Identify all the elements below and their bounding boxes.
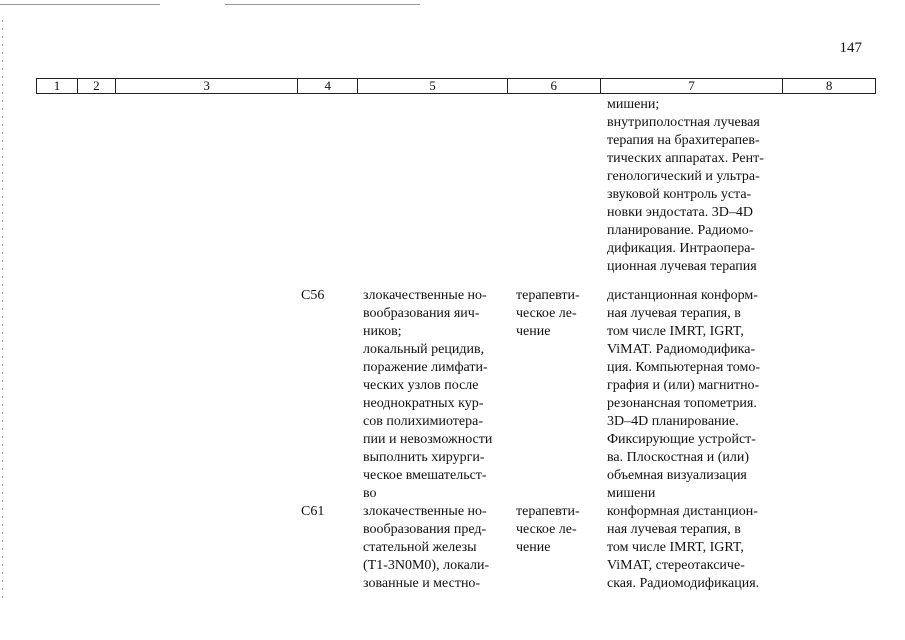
scan-margin-dots xyxy=(2,20,3,600)
header-col-2: 2 xyxy=(77,79,115,93)
scan-rule-left xyxy=(0,4,160,5)
row-c61-col7: конформная дистанцион- ная лучевая терапия, в том числе IMRT, IGRT, ViMAT, стереотаксиче- ская. Радиомодификация. xyxy=(607,504,760,591)
scan-rule-right xyxy=(225,4,420,5)
table-header-row xyxy=(36,78,876,94)
row-c61-col6: терапевти- ческое ле- чение xyxy=(516,504,580,555)
header-col-3: 3 xyxy=(115,79,298,93)
header-col-7: 7 xyxy=(600,79,783,93)
header-col-8: 8 xyxy=(782,79,875,93)
row-c56-col7: дистанционная конформ- ная лучевая терапия, в том числе IMRT, IGRT, ViMAT. Радиомодифика- ция. Компьютерная томо- графия и (или) магнитно- резонансная топометрия. 3D–4D планирование. Фиксирующие устройст- ва. Плоскостная и (или) объемная визуализация мишени xyxy=(607,288,760,501)
header-col-6: 6 xyxy=(507,79,600,93)
row-c56-code: C56 xyxy=(301,288,325,303)
row-c61-code: C61 xyxy=(301,504,325,519)
header-col-1: 1 xyxy=(53,78,61,93)
continuation-col7: мишени; внутриполостная лучевая терапия на брахитерапев- тических аппаратах. Рент- генологический и ультра- звуковой контроль уста- новки эндостата. 3D–4D планирование. Радиомо- дификация. Интраопера- ционная лучевая терапия xyxy=(607,97,764,274)
header-col-4: 4 xyxy=(297,79,357,93)
row-c61-col5: злокачественные но- вообразования пред- стательной железы (T1-3N0M0), локали- зованные и местно- xyxy=(363,504,490,591)
row-c56-col6: терапевти- ческое ле- чение xyxy=(516,288,580,339)
header-col-5: 5 xyxy=(357,79,507,93)
page-number: 147 xyxy=(839,40,862,56)
row-c56-col5: злокачественные но- вообразования яич- ников; локальный рецидив, поражение лимфати- ческих узлов после неоднократных кур- сов полихимиотера- пии и невозможности выполнить хирурги- ческое вмешательст- во xyxy=(363,288,493,501)
